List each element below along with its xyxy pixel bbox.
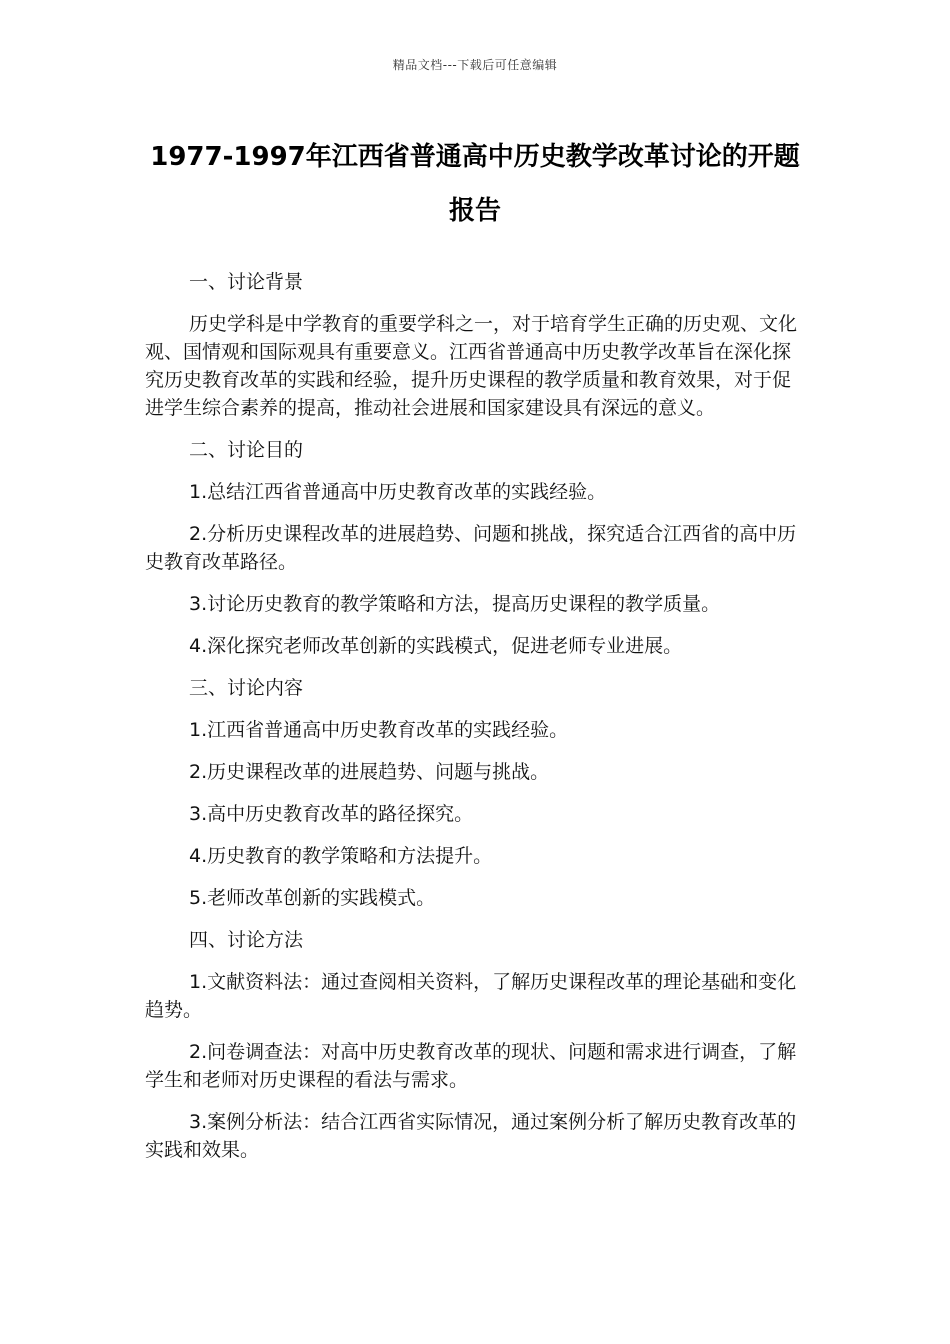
method-item-3: 3.案例分析法：结合江西省实际情况，通过案例分析了解历史教育改革的实践和效果。 [145, 1111, 797, 1161]
document-body [145, 268, 805, 1178]
content-item-3: 3.高中历史教育改革的路径探究。 [189, 803, 474, 825]
content-item-5: 5.老师改革创新的实践模式。 [189, 887, 436, 909]
method-item-1: 1.文献资料法：通过查阅相关资料，了解历史课程改革的理论基础和变化趋势。 [145, 971, 797, 1021]
purpose-item-2: 2.分析历史课程改革的进展趋势、问题和挑战，探究适合江西省的高中历史教育改革路径。 [145, 523, 797, 573]
purpose-item-4: 4.深化探究老师改革创新的实践模式，促进老师专业进展。 [189, 635, 683, 657]
purpose-item-3: 3.讨论历史教育的教学策略和方法，提高历史课程的教学质量。 [189, 593, 721, 615]
purpose-item-1: 1.总结江西省普通高中历史教育改革的实践经验。 [189, 481, 607, 503]
content-item-2: 2.历史课程改革的进展趋势、问题与挑战。 [189, 761, 550, 783]
section-heading-content: 三、讨论内容 [189, 677, 304, 699]
content-item-4: 4.历史教育的教学策略和方法提升。 [189, 845, 493, 867]
content-item-1: 1.江西省普通高中历史教育改革的实践经验。 [189, 719, 569, 741]
section-heading-purpose: 二、讨论目的 [189, 439, 304, 461]
page-header: 精品文档---下载后可任意编辑 [392, 58, 558, 72]
section-heading-background: 一、讨论背景 [189, 271, 304, 293]
paragraph-background: 历史学科是中学教育的重要学科之一，对于培育学生正确的历史观、文化观、国情观和国际观具有重要意义。江西省普通高中历史教学改革旨在深化探究历史教育改革的实践和经验，提升历史课程的教学质量和教育效果，对于促进学生综合素养的提高，推动社会进展和国家建设具有深远的意义。 [145, 313, 798, 419]
document-title: 1977-1997年江西省普通高中历史教学改革讨论的开题报告 [150, 142, 800, 226]
section-heading-methods: 四、讨论方法 [189, 929, 304, 951]
method-item-2: 2.问卷调查法：对高中历史教育改革的现状、问题和需求进行调查，了解学生和老师对历史课程的看法与需求。 [145, 1041, 797, 1091]
